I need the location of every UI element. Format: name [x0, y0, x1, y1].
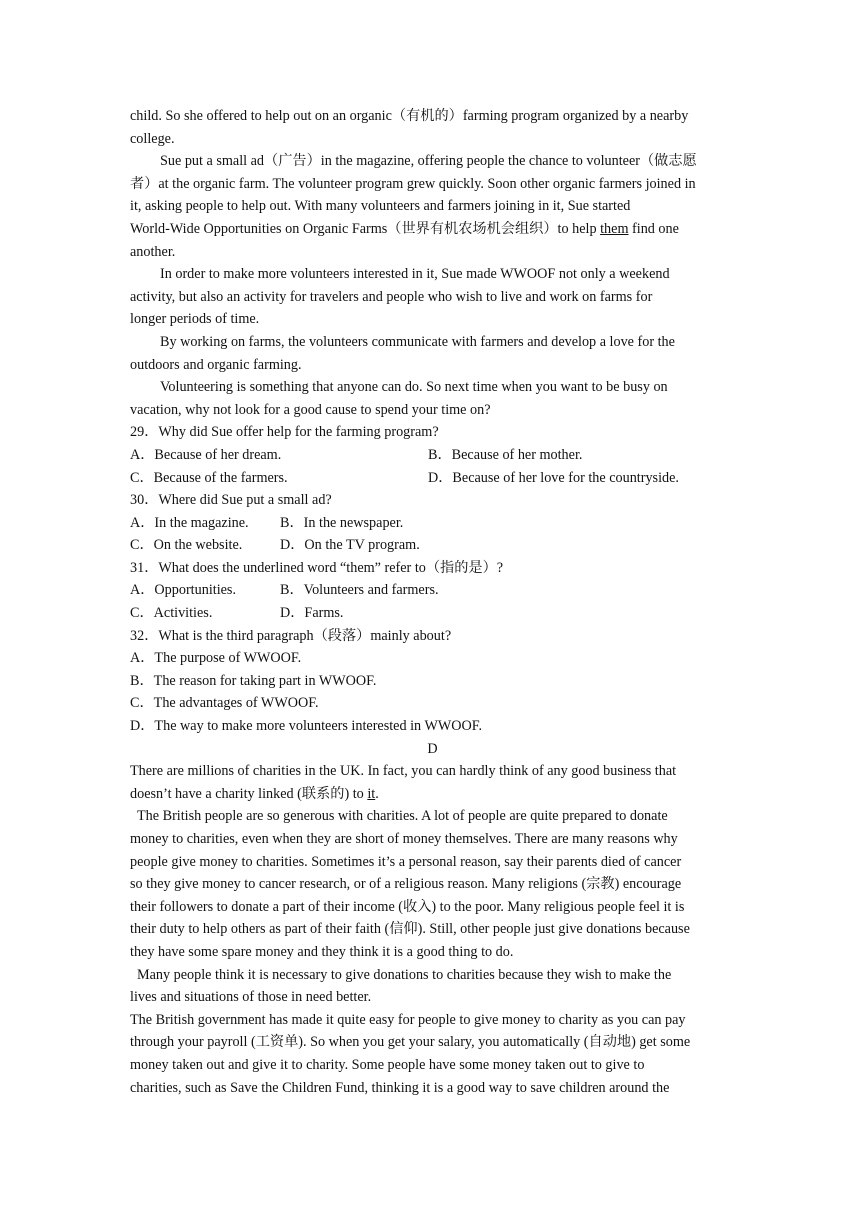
text-line: through your payroll (工资单). So when you get your salary, you automatically (自动地) get some	[130, 1034, 691, 1051]
text-line: money to charities, even when they are short of money themselves. There are many reasons why	[130, 831, 678, 847]
text-span: find one	[628, 220, 679, 237]
text-line: they have some spare money and they think it is a good thing to do.	[130, 943, 514, 960]
text-line: another.	[130, 243, 176, 260]
text-line: 者）at the organic farm. The volunteer program grew quickly. Soon other organic farmers joined in	[130, 175, 696, 192]
option-b: B．Because of her mother.	[428, 446, 583, 463]
text-line	[130, 783, 735, 806]
text-line: money taken out and give it to charity. Some people have some money taken out to give to	[130, 1056, 645, 1073]
text-line	[130, 218, 735, 241]
text-line: The British people are so generous with charities. A lot of people are quite prepared to donate	[137, 808, 668, 825]
text-line: lives and situations of those in need better.	[130, 989, 372, 1006]
text-line: activity, but also an activity for travelers and people who wish to live and work on farms for	[130, 288, 653, 305]
question-stem: 32．What is the third paragraph（段落）mainly about?	[130, 627, 452, 644]
text-span: doesn’t have a charity linked (联系的) to	[130, 785, 368, 802]
option-a: A．In the magazine.	[130, 514, 249, 531]
passage-d	[130, 738, 735, 1100]
option-d: D．Because of her love for the countryside.	[428, 469, 679, 486]
option-row	[130, 467, 735, 490]
text-line: it, asking people to help out. With many volunteers and farmers joining in it, Sue started	[130, 198, 631, 215]
option-b: B．The reason for taking part in WWOOF.	[130, 672, 377, 689]
text-line: Volunteering is something that anyone can do. So next time when you want to be busy on	[160, 379, 668, 396]
question-29	[130, 421, 735, 489]
text-line: their followers to donate a part of their income (收入) to the poor. Many religious people feel it is	[130, 898, 685, 915]
question-30	[130, 489, 735, 557]
text-line: Many people think it is necessary to give donations to charities because they wish to make the	[137, 966, 672, 983]
text-line: Sue put a small ad（广告）in the magazine, offering people the chance to volunteer（做志愿	[160, 153, 697, 170]
text-span: World-Wide Opportunities on Organic Farms（世界有机农场机会组织）to help	[130, 220, 601, 237]
option-a: A．Opportunities.	[130, 582, 237, 599]
text-line: By working on farms, the volunteers communicate with farmers and develop a love for the	[160, 333, 675, 350]
underlined-word-them: them	[600, 220, 629, 237]
underlined-word-it: it	[367, 785, 376, 802]
question-stem: 29．Why did Sue offer help for the farming program?	[130, 424, 439, 441]
document-page	[130, 105, 735, 1099]
text-line: charities, such as Save the Children Fund, thinking it is a good way to save children around the	[130, 1079, 670, 1096]
option-b: B．Volunteers and farmers.	[280, 582, 439, 599]
option-c: C．The advantages of WWOOF.	[130, 695, 319, 712]
text-line: outdoors and organic farming.	[130, 356, 302, 373]
option-d: D．On the TV program.	[280, 537, 420, 554]
option-d: D．The way to make more volunteers interested in WWOOF.	[130, 718, 483, 735]
text-line: people give money to charities. Sometimes it’s a personal reason, say their parents died of cancer	[130, 853, 682, 870]
option-d: D．Farms.	[280, 605, 344, 622]
text-line: There are millions of charities in the UK. In fact, you can hardly think of any good business that	[130, 763, 677, 780]
option-a: A．Because of her dream.	[130, 446, 282, 463]
text-span: .	[375, 785, 379, 802]
section-heading: D	[427, 740, 438, 757]
question-32	[130, 625, 735, 738]
passage-c	[130, 105, 735, 421]
text-line: In order to make more volunteers interested in it, Sue made WWOOF not only a weekend	[160, 266, 670, 283]
option-row	[130, 602, 735, 625]
text-line: college.	[130, 130, 175, 147]
text-line: so they give money to cancer research, or of a religious reason. Many religions (宗教) encourage	[130, 876, 682, 893]
text-line: vacation, why not look for a good cause to spend your time on?	[130, 401, 491, 418]
text-line: The British government has made it quite easy for people to give money to charity as you can pay	[130, 1011, 686, 1028]
question-stem: 31．What does the underlined word “them” refer to（指的是）?	[130, 559, 504, 576]
option-c: C．Activities.	[130, 605, 213, 622]
text-line: their duty to help others as part of their faith (信仰). Still, other people just give donations because	[130, 921, 690, 938]
question-stem: 30．Where did Sue put a small ad?	[130, 492, 332, 509]
option-a: A．The purpose of WWOOF.	[130, 650, 302, 667]
text-line: child. So she offered to help out on an organic（有机的）farming program organized by a nearby	[130, 108, 689, 124]
question-31	[130, 557, 735, 625]
option-c: C．Because of the farmers.	[130, 469, 288, 486]
option-c: C．On the website.	[130, 537, 243, 554]
option-row	[130, 534, 735, 557]
option-row	[130, 579, 735, 602]
option-row	[130, 512, 735, 535]
option-row	[130, 444, 735, 467]
text-line: longer periods of time.	[130, 311, 260, 328]
option-b: B．In the newspaper.	[280, 514, 404, 531]
